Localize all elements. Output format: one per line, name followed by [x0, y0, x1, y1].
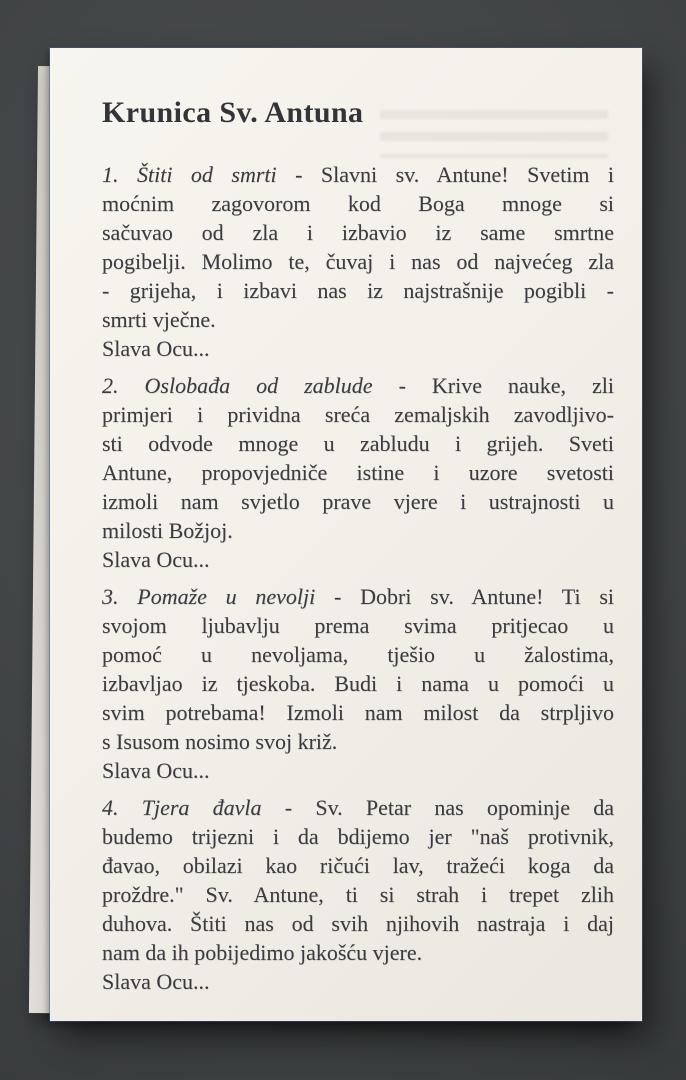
section-last-line: nam da ih pobijedimo jakošću vjere. [102, 940, 423, 965]
section-last-line: milosti Božjoj. [102, 518, 233, 543]
section-text-line: Antune, propovjedniče istine i uzore svetosti [102, 460, 614, 485]
prayer-section-2 [102, 371, 614, 574]
prayer-card [50, 48, 642, 1021]
section-subtitle: Oslobađa od zablude [144, 373, 373, 398]
section-text-line: pogibelji. Molimo te, čuvaj i nas od najvećeg zla [102, 249, 614, 274]
section-text-line: budemo trijezni i da bdijemo jer "naš protivnik, [102, 824, 614, 849]
section-number: 3. [102, 584, 119, 609]
section-text-line: moćnim zagovorom kod Boga mnoge si [102, 191, 614, 216]
prayer-section-3 [102, 582, 614, 785]
section-text-line: izmoli nam svjetlo prave vjere i ustrajnosti u [102, 489, 614, 514]
dash-separator: - [398, 373, 406, 398]
section-first-line-text: Sv. Petar nas opominje da [315, 795, 615, 820]
gloria-patri-line: Slava Ocu... [102, 969, 210, 994]
gloria-patri-line: Slava Ocu... [102, 336, 210, 361]
section-first-line-text: Dobri sv. Antune! Ti si [360, 584, 614, 609]
section-text-line: duhova. Štiti nas od svih njihovih nastraja i daj [102, 911, 614, 936]
section-first-line-text: Slavni sv. Antune! Svetim i [320, 162, 615, 187]
card-title: Krunica Sv. Antuna [102, 96, 364, 129]
section-subtitle: Štiti od smrti [136, 162, 277, 187]
section-text-line: svim potrebama! Izmoli nam milost da strpljivo [102, 700, 614, 725]
section-first-line [102, 160, 614, 189]
section-text-line: đavao, obilazi kao ričući lav, tražeći koga da [102, 853, 614, 878]
gloria-patri-line: Slava Ocu... [102, 758, 210, 783]
dash-separator: - [295, 162, 303, 187]
section-subtitle: Pomaže u nevolji [137, 584, 316, 609]
section-first-line [102, 371, 614, 400]
section-text-line: primjeri i prividna sreća zemaljskih zavodljivo- [102, 402, 614, 427]
section-number: 2. [102, 373, 119, 398]
section-subtitle: Tjera đavla [141, 795, 262, 820]
section-text-line: izbavljao iz tjeskoba. Budi i nama u pomoći u [102, 671, 614, 696]
section-last-line: s Isusom nosimo svoj križ. [102, 729, 338, 754]
section-number: 4. [102, 795, 119, 820]
section-last-line: smrti vječne. [102, 307, 216, 332]
section-first-line [102, 582, 614, 611]
section-text-line: sačuvao od zla i izbavio iz same smrtne [102, 220, 614, 245]
section-number: 1. [102, 162, 119, 187]
section-text-line: svojom ljubavlju prema svima pritjecao u [102, 613, 614, 638]
prayer-section-4 [102, 793, 614, 996]
section-text-line: - grijeha, i izbavi nas iz najstrašnije pogibli - [102, 278, 614, 303]
dash-separator: - [334, 584, 342, 609]
section-text-line: proždre." Sv. Antune, ti si strah i trepet zlih [102, 882, 614, 907]
prayer-section-1 [102, 160, 614, 363]
dash-separator: - [284, 795, 293, 820]
section-text-line: pomoć u nevoljama, tješio u žalostima, [102, 642, 614, 667]
gloria-patri-line: Slava Ocu... [102, 547, 210, 572]
section-text-line: sti odvode mnoge u zabludu i grijeh. Sveti [102, 431, 614, 456]
section-first-line [102, 793, 614, 822]
section-first-line-text: Krive nauke, zli [431, 373, 615, 398]
